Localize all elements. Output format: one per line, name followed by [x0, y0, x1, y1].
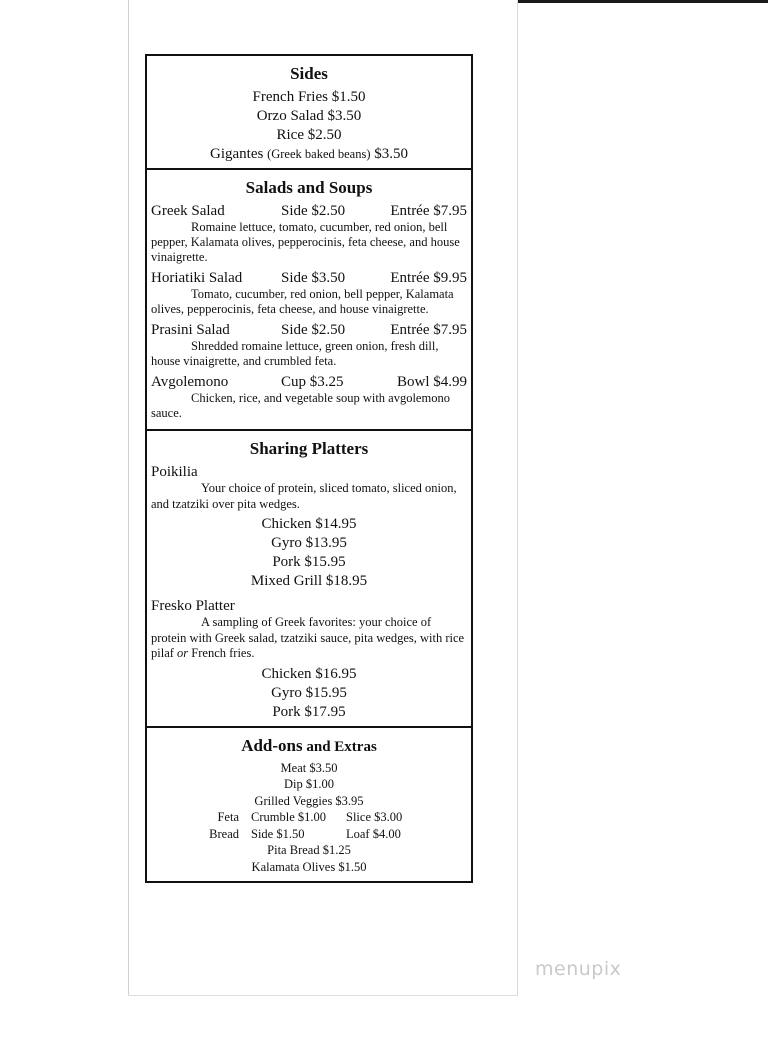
- platters-title: Sharing Platters: [249, 439, 369, 458]
- gigantes-note: (Greek baked beans): [267, 147, 371, 161]
- scan-edge-bar: [518, 0, 768, 3]
- salad-entree-price: Entrée $7.95: [390, 322, 467, 338]
- fresko-description: [151, 615, 467, 662]
- salad-side-price: Side $2.50: [281, 322, 346, 338]
- menupix-watermark: menupix: [535, 958, 622, 980]
- poikilia-name: Poikilia: [151, 464, 198, 480]
- salad-entree-price: Entrée $9.95: [390, 270, 467, 286]
- poikilia-option: Mixed Grill $18.95: [250, 573, 368, 589]
- salad-description: Romaine lettuce, tomato, cucumber, red onion, bell pepper, Kalamata olives, pepperocinis, feta cheese, and house vinaigrette.: [151, 220, 460, 264]
- salad-side-price: Side $2.50: [281, 203, 346, 219]
- salad-item-row: [151, 321, 467, 339]
- feta-label: Feta: [217, 810, 239, 824]
- addons-title: [151, 736, 467, 756]
- salad-name: Horiatiki Salad: [151, 270, 243, 286]
- gigantes-name: Gigantes: [210, 146, 264, 162]
- addon-bread-row: [151, 826, 467, 843]
- salad-side-price: Side $3.50: [281, 270, 346, 286]
- menu-box: [145, 54, 473, 883]
- fresko-desc-or: or: [177, 646, 189, 660]
- salad-item-row: [151, 202, 467, 220]
- soup-name: Avgolemono: [151, 374, 229, 390]
- sides-item-gigantes: [151, 145, 467, 164]
- salad-description: Shredded romaine lettuce, green onion, fresh dill, house vinaigrette, and crumbled feta.: [151, 339, 439, 368]
- poikilia-description: Your choice of protein, sliced tomato, sliced onion, and tzatziki over pita wedges.: [151, 481, 457, 511]
- addon-meat: Meat $3.50: [280, 760, 338, 775]
- salad-name: Prasini Salad: [151, 322, 230, 338]
- addon-veggies: Grilled Veggies $3.95: [254, 793, 364, 808]
- salad-description: Tomato, cucumber, red onion, bell pepper, Kalamata olives, pepperocinis, feta cheese, and house vinaigrette.: [151, 287, 454, 316]
- bread-side: Side $1.50: [251, 826, 305, 841]
- sides-item: French Fries $1.50: [252, 89, 366, 105]
- addons-title-main: Add-ons: [241, 735, 303, 755]
- salads-title: Salads and Soups: [245, 178, 373, 197]
- sides-section: [147, 56, 471, 170]
- fresko-option: Chicken $16.95: [261, 665, 357, 682]
- addon-olives: Kalamata Olives $1.50: [251, 859, 367, 874]
- soup-bowl-price: Bowl $4.99: [396, 374, 467, 390]
- gigantes-price: $3.50: [374, 146, 408, 162]
- addons-title-rest: and Extras: [302, 738, 377, 755]
- soup-item-row: [151, 373, 467, 391]
- sides-item: Rice $2.50: [276, 127, 342, 143]
- feta-crumble: Crumble $1.00: [251, 810, 326, 824]
- addons-section: [147, 728, 471, 882]
- addon-feta-row: [151, 809, 467, 826]
- fresko-name: Fresko Platter: [151, 598, 235, 614]
- salads-section: [147, 170, 471, 431]
- soup-description: Chicken, rice, and vegetable soup with avgolemono sauce.: [151, 391, 450, 420]
- salad-name: Greek Salad: [151, 203, 225, 219]
- poikilia-option: Gyro $13.95: [271, 535, 347, 551]
- bread-loaf: Loaf $4.00: [346, 826, 401, 841]
- addon-dip: Dip $1.00: [284, 777, 334, 791]
- feta-slice: Slice $3.00: [346, 810, 403, 824]
- fresko-option: Pork $17.95: [272, 703, 346, 720]
- bread-label: Bread: [209, 826, 239, 841]
- paper-edge-right: [517, 0, 518, 995]
- platters-section: [147, 431, 471, 728]
- fresko-desc-a: A sampling of Greek favorites: your choice of protein with Greek salad, tzatziki sauce, pita wedges, with rice pilaf: [151, 615, 465, 660]
- soup-cup-price: Cup $3.25: [281, 374, 344, 390]
- addon-pita: Pita Bread $1.25: [267, 843, 351, 857]
- sides-title: Sides: [290, 64, 328, 83]
- salad-item-row: [151, 269, 467, 287]
- salad-entree-price: Entrée $7.95: [390, 203, 467, 219]
- paper-edge-bottom: [128, 995, 518, 996]
- sides-item: Orzo Salad $3.50: [256, 108, 362, 124]
- poikilia-option: Pork $15.95: [272, 554, 346, 570]
- poikilia-option: Chicken $14.95: [261, 516, 357, 532]
- paper-edge-left: [128, 0, 129, 995]
- fresko-desc-b: French fries.: [188, 646, 255, 660]
- fresko-option: Gyro $15.95: [271, 684, 347, 701]
